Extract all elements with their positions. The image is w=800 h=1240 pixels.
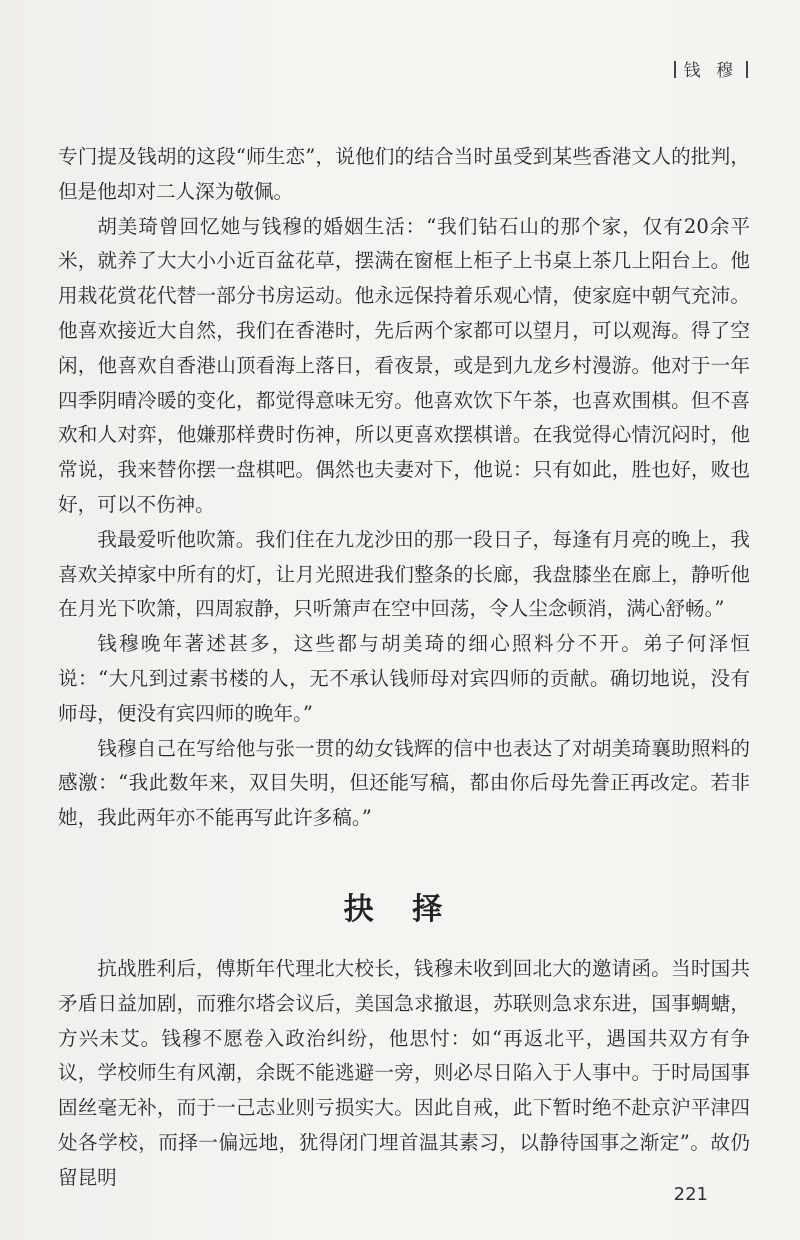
- body-text-top: [58, 140, 750, 836]
- paragraph: 我最爱听他吹箫。我们住在九龙沙田的那一段日子，每逢有月亮的晚上，我喜欢关掉家中所有的灯，让月光照进我们整条的长廊，我盘膝坐在廊上，静听他在月光下吹箫，四周寂静，只听箫声在空中回荡，令人尘念顿消，满心舒畅。”: [58, 527, 750, 621]
- paragraph: 钱穆自己在写给他与张一贯的幼女钱辉的信中也表达了对胡美琦襄助照料的感激：“我此数年来，双目失明，但还能写稿，都由你后母先誊正再改定。若非她，我此两年亦不能再写此许多稿。”: [58, 736, 750, 830]
- paragraph: 钱穆晚年著述甚多，这些都与胡美琦的细心照料分不开。弟子何泽恒说：“大凡到过素书楼的人，无不承认钱师母对宾四师的贡献。确切地说，没有师母，便没有宾四师的晚年。”: [58, 632, 750, 725]
- running-title: 钱 穆: [683, 61, 738, 81]
- paragraph: 抗战胜利后，傅斯年代理北大校长，钱穆未收到回北大的邀请函。当时国共矛盾日益加剧，而雅尔塔会议后，美国急求撤退，苏联则急求东进，国事蜩螗，方兴未艾。钱穆不愿卷入政治纠纷，他思忖：如“再返北平，遇国共双方有争议，学校师生有风潮，余既不能逃避一旁，则必尽日陷入于人事中。于时局国事固丝毫无补，而于一己志业则亏损实大。因此自戒，此下暂时绝不赴京沪平津四处各学校，而择一偏远地，犹得闭门埋首温其素习，以静待国事之渐定”。故仍留昆明: [58, 957, 750, 1189]
- paragraph: 专门提及钱胡的这段“师生恋”，说他们的结合当时虽受到某些香港文人的批判，但是他却对二人深为敬佩。: [58, 145, 750, 203]
- section-title: 抉 择: [343, 892, 457, 927]
- page-number: 221: [673, 1184, 708, 1205]
- body-text-bottom: [58, 952, 750, 1196]
- header-divider-left: [674, 61, 676, 78]
- running-header: [666, 56, 756, 81]
- paragraph: 胡美琦曾回忆她与钱穆的婚姻生活：“我们钻石山的那个家，仅有20余平米，就养了大大小小近百盆花草，摆满在窗框上柜子上书桌上茶几上阳台上。他用栽花赏花代替一部分书房运动。他永远保持着乐观心情，使家庭中朝气充沛。他喜欢接近大自然，我们在香港时，先后两个家都可以望月，可以观海。得了空闲，他喜欢自香港山顶看海上落日，看夜景，或是到九龙乡村漫游。他对于一年四季阴晴冷暖的变化，都觉得意味无穷。他喜欢饮下午茶，也喜欢围棋。但不喜欢和人对弈，他嫌那样费时伤神，所以更喜欢摆棋谱。在我觉得心情沉闷时，他常说，我来替你摆一盘棋吧。偶然也夫妻对下，他说：只有如此，胜也好，败也好，可以不伤神。: [58, 214, 750, 516]
- header-divider-right: [746, 61, 748, 78]
